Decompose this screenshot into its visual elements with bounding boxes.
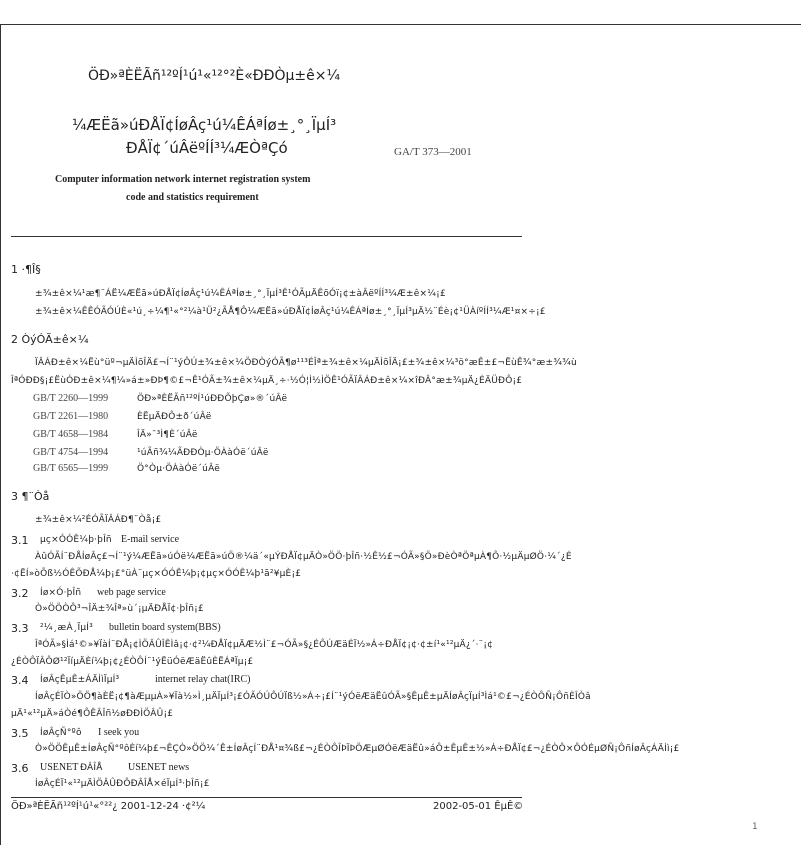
definition-3-3-para-1: ÎªÓÃ»§Ìá¹©»¥ÏàÍ¨ÐÅ¡¢ÌÖÂÛÎÊÌâ¡¢·¢²¼ÐÅÏ¢µÄÆ½Ì¨£¬ÓÃ»§¿ÉÔÚÆäÉÏ½»Á÷ÐÅÏ¢¡¢·¢±í¹«¹²µÄ¿´·¨¡¢	[35, 640, 494, 650]
definition-3-4-para-2: µÄ¹«¹²µÄ»áÒé¶ÔÊÂÎñ½øÐÐÌÖÂÛ¡£	[11, 709, 174, 719]
reference-code: GB/T 4658—1984	[33, 429, 109, 440]
definition-3-6-term: ÐÂÎÅ	[80, 763, 103, 773]
definition-3-3-english: bulletin board system(BBS)	[109, 622, 221, 633]
section-3-heading: 3 ¶¨Òå	[11, 490, 50, 503]
reference-name: ÖÐ»ªÈËÃñ¹²ºÍ¹úÐÐÕþÇø»®´úÂë	[137, 394, 288, 404]
definition-3-3-number: 3.3	[11, 622, 29, 635]
footer-rule	[11, 797, 522, 798]
definition-3-2-term: Íø×Ó·þÎñ	[40, 588, 82, 598]
definition-3-2-english: web page service	[97, 587, 166, 598]
reference-name: ÎÄ»¯³Ì¶È´úÂë	[137, 430, 198, 440]
issuer-line: ÖÐ»ªÈËÃñ¹²ºÍ¹ú¹«¹²°²È«ÐÐÒµ±ê×¼	[88, 68, 341, 84]
definition-3-1-number: 3.1	[11, 534, 29, 547]
definition-3-5-english: I seek you	[98, 727, 140, 738]
section-1-para-1: ±¾±ê×¼¹æ¶¨ÁË¼ÆËã»úÐÅÏ¢ÍøÂç¹ú¼ÊÁªÍø±¸°¸ÏµÍ³Ê¹ÓÃµÄÊõÓï¡¢±àÂëºÍÍ³¼Æ±ê×¼¡£	[35, 289, 446, 299]
definition-3-1-para-1: ÀûÓÃÍ¨ÐÅÍøÂç£¬Í¨¹ý¼ÆËã»úÓë¼ÆËã»úÖ®¼ä´«µÝÐÅÏ¢µÄÒ»ÖÖ·þÎñ·½Ê½£¬ÓÃ»§Ö»ÐèÒªÖªµÀ¶Ô·½µÄµØÖ·¼´¿É	[35, 552, 572, 562]
effective-date: 2002-05-01 ÊµÊ©	[433, 801, 524, 812]
definition-3-3-para-2: ¿ÉÒÔÏÂÔØ¹²ÏíµÄÈí¼þ¡¢¿ÉÒÔÍ¨¹ýËüÓëÆäËûÈËÁªÏµ¡£	[11, 657, 254, 667]
reference-name: ÈËµÄÐÔ±ð´úÂë	[137, 412, 212, 422]
definition-3-1-para-2: ·¢ËÍ»òÕß½ÓÊÕÐÅ¼þ¡£°üÀ¨µç×ÓÓÊ¼þ¡¢µç×ÓÓÊ¼þ¹ã²¥µÈ¡£	[11, 569, 302, 579]
section-3-para-1: ±¾±ê×¼²ÉÓÃÏÂÁÐ¶¨Òå¡£	[35, 515, 162, 525]
definition-3-4-term: ÍøÂçÊµÊ±ÁÄÌìÏµÍ³	[40, 675, 120, 685]
definition-3-6-para-1: ÍøÂçÉÏ¹«¹²µÄÌÖÂÛÐÔÐÂÎÅ×éÏµÍ³·þÎñ¡£	[35, 779, 210, 789]
publish-date: ÖÐ»ªÈËÃñ¹²ºÍ¹ú¹«°²²¿ 2001-12-24 ·¢²¼	[11, 801, 206, 812]
definition-3-2-number: 3.2	[11, 587, 29, 600]
english-title-line-1: Computer information network internet registration system	[55, 174, 311, 185]
page-number: 1	[752, 822, 758, 832]
definition-3-4-para-1: ÍøÂçÉÏÒ»ÖÖ¶àÈË¡¢¶àÆµµÀ»¥Ïà½»Ì¸µÄÏµÍ³¡£ÓÃÓÚÔÚÏß½»Á÷¡£Í¨¹ýÓëÆäËûÓÃ»§ÊµÊ±µÄÍøÂçÏµÍ³Ìá¹©£¬¿ÉÒÔÑ¡ÔñÈÎÒâ	[35, 692, 591, 702]
reference-code: GB/T 6565—1999	[33, 463, 109, 474]
reference-code: GB/T 2260—1999	[33, 393, 109, 404]
section-2-heading: 2 ÒýÓÃ±ê×¼	[11, 333, 89, 346]
title-line-1: ¼ÆËã»úÐÅÏ¢ÍøÂç¹ú¼ÊÁªÍø±¸°¸ÏµÍ³	[72, 116, 337, 134]
english-title-line-2: code and statistics requirement	[126, 192, 259, 203]
header-rule	[11, 236, 522, 237]
title-line-2: ÐÅÏ¢´úÂëºÍÍ³¼ÆÒªÇó	[126, 139, 288, 157]
definition-3-1-english: E-mail service	[121, 534, 180, 545]
section-2-para-1: ÏÂÁÐ±ê×¼Ëù°üº¬µÄÌõÎÄ£¬Í¨¹ýÔÚ±¾±ê×¼ÖÐÒýÓÃ¶ø¹¹³ÉÎª±¾±ê×¼µÄÌõÎÄ¡£±¾±ê×¼³ö°æÊ±£¬ËùÊ¾°æ±¾¾ù	[35, 358, 577, 368]
section-1-heading: 1 ·¶Î§	[11, 263, 41, 276]
definition-3-5-number: 3.5	[11, 727, 29, 740]
definition-3-5-term: ÍøÂçÑ°ºô	[40, 728, 82, 738]
definition-3-4-english: internet relay chat(IRC)	[155, 674, 251, 685]
definition-3-6-term-usenet: USENET	[40, 762, 79, 773]
definition-3-3-term: ²¼¸æÀ¸ÏµÍ³	[40, 623, 93, 633]
reference-code: GB/T 2261—1980	[33, 411, 109, 422]
definition-3-6-number: 3.6	[11, 762, 29, 775]
definition-3-1-term: µç×ÓÓÊ¼þ·þÎñ	[40, 535, 112, 545]
reference-name: ¹úÃñ¾¼ÃÐÐÒµ·ÖÀàÓë´úÂë	[137, 448, 269, 458]
definition-3-5-para-1: Ò»ÖÖÊµÊ±ÍøÂçÑ°ºôÈí¼þ£¬ÊÇÒ»ÖÖ¼´Ê±ÍøÂçÍ¨ÐÅ¹¤¾ß£¬¿ÉÒÔÎÞÏÞÖÆµØÓëÆäËû»áÔ±ÊµÊ±½»Á÷ÐÅÏ¢£¬¿ÉÒÔ×ÔÓÉµØÑ¡ÔñÍøÂçÁÄÌì¡£	[35, 744, 680, 754]
standard-number: GA/T 373—2001	[394, 146, 472, 158]
definition-3-4-number: 3.4	[11, 674, 29, 687]
section-2-para-2: ÎªÓÐÐ§¡£ËùÓÐ±ê×¼¶¼»á±»ÐÞ¶©£¬Ê¹ÓÃ±¾±ê×¼µÄ¸÷·½Ó¦Ì½ÌÖÊ¹ÓÃÏÂÁÐ±ê×¼×îÐÂ°æ±¾µÄ¿ÉÄÜÐÔ¡£	[11, 376, 523, 386]
reference-name: Ö°Òµ·ÖÀàÓë´úÂë	[137, 464, 221, 474]
definition-3-2-para-1: Ò»ÖÖÒÔ³¬ÎÄ±¾Îª»ù´¡µÄÐÅÏ¢·þÎñ¡£	[35, 604, 204, 614]
section-1-para-2: ±¾±ê×¼ÊÊÓÃÓÚÈ«¹ú¸÷¼¶¹«°²¼à¹Ü²¿ÃÅ¶Ô¼ÆËã»úÐÅÏ¢ÍøÂç¹ú¼ÊÁªÍø±¸°¸ÏµÍ³µÄ½¨Éè¡¢¹ÜÀíºÍÍ³¼Æ¹¤×÷¡£	[35, 307, 546, 317]
reference-code: GB/T 4754—1994	[33, 447, 109, 458]
definition-3-6-english: USENET news	[128, 762, 190, 773]
